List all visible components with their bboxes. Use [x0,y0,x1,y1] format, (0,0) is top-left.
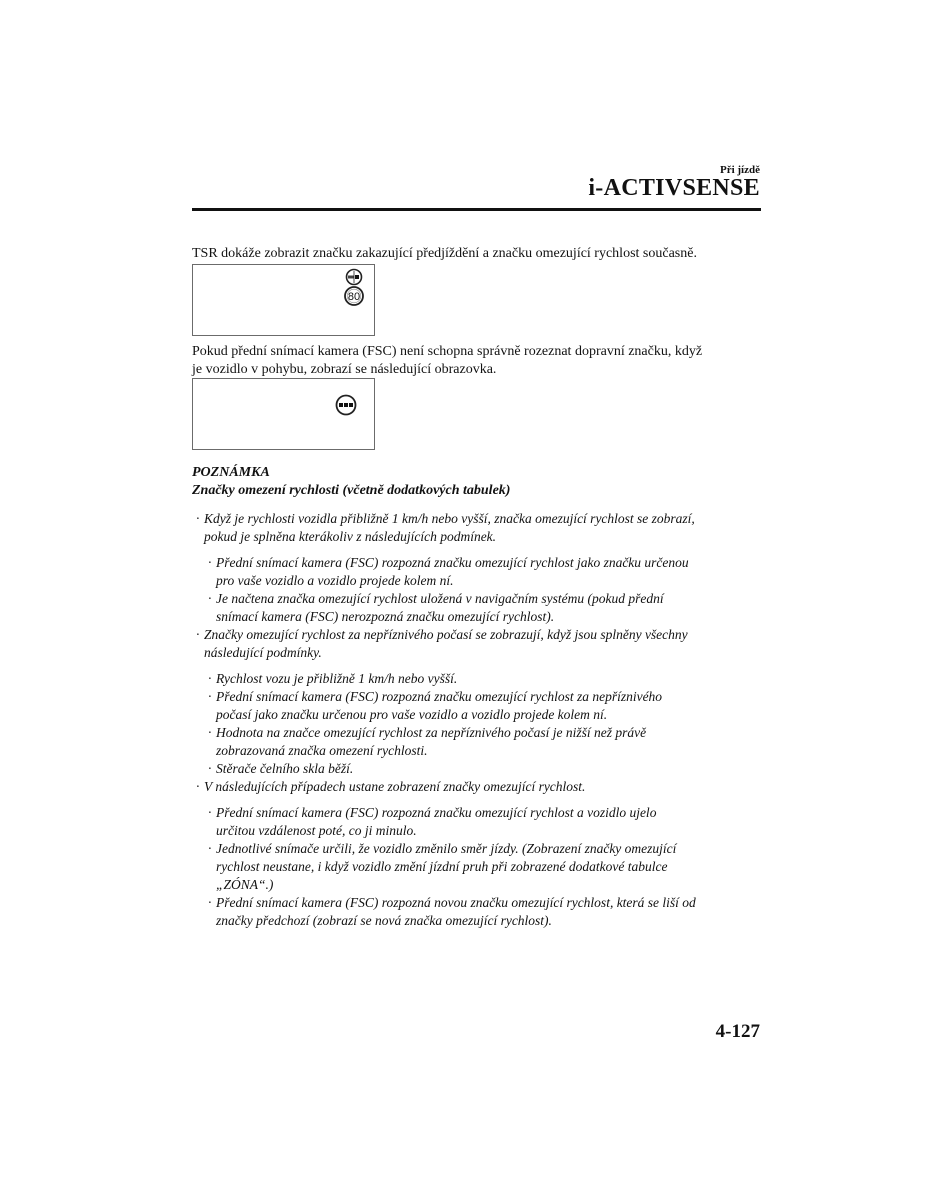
header-divider [192,208,761,211]
tsr-display-illustration [193,265,374,335]
bullet-icon: · [208,761,212,776]
bullet-icon: · [196,627,200,642]
bullet-icon: · [208,841,212,856]
note-subitem [208,804,760,840]
note-subitem [208,724,760,760]
note-line: následující podmínky. [204,645,322,660]
note-line: Hodnota na značce omezující rychlost za nepříznivého počasí je nižší než právě [216,725,647,740]
note-line: zobrazovaná značka omezení rychlosti. [216,743,428,758]
note-line: Stěrače čelního skla běží. [216,761,354,776]
bullet-icon: · [196,779,200,794]
tsr-display-example-signs [192,264,375,336]
note-line: určitou vzdálenost poté, co ji minulo. [216,823,417,838]
note-subitem [208,840,760,894]
note-item [196,510,760,546]
speed-limit-sign-icon [345,287,363,305]
note-line: snímací kamera (FSC) nerozpozná značku omezující rychlost). [216,609,555,624]
tsr-display-example-unrecognized [192,378,375,450]
speed-limit-value: 80 [347,291,361,303]
note-subitem [208,670,760,688]
no-overtaking-sign-icon [347,270,362,285]
page-number: 4-127 [715,1021,760,1042]
note-line: „ZÓNA“.) [216,877,274,892]
tsr-display-unrecognized-illustration [193,379,374,449]
note-line: pokud je splněna kterákoliv z následujících podmínek. [204,529,497,544]
note-line: Je načtena značka omezující rychlost uložená v navigačním systému (pokud přední [216,591,664,606]
note-line: počasí jako značku určenou pro vaše vozidlo a vozidlo projede kolem ní. [216,707,608,722]
note-line: Jednotlivé snímače určili, že vozidlo změnilo směr jízdy. (Zobrazení značky omezující [216,841,677,856]
note-line: rychlost neustane, i když vozidlo změní jízdní pruh při zobrazené dodatkové tabulce [216,859,668,874]
note-heading: Značky omezení rychlosti (včetně dodatkových tabulek) [192,483,511,498]
note-line: pro vaše vozidlo a vozidlo projede kolem ní. [216,573,454,588]
bullet-icon: · [208,689,212,704]
note-line: V následujících případech ustane zobrazení značky omezující rychlost. [204,779,586,794]
note-line: značky předchozí (zobrazí se nová značka omezující rychlost). [216,913,552,928]
note-label: POZNÁMKA [192,465,270,480]
note-line: Značky omezující rychlost za nepříznivého počasí se zobrazují, když jsou splněny všechny [204,627,688,642]
section-label: Při jízdě [719,164,760,176]
note-line: Přední snímací kamera (FSC) rozpozná značku omezující rychlost jako značku určenou [216,555,689,570]
bullet-icon: · [208,555,212,570]
intro-paragraph: TSR dokáže zobrazit značku zakazující předjíždění a značku omezující rychlost současně. [192,246,697,261]
note-subitem [208,760,760,778]
note-line: Když je rychlosti vozidla přibližně 1 km/h nebo vyšší, značka omezující rychlost se zobrazí, [204,511,695,526]
bullet-icon: · [208,591,212,606]
note-subitem [208,688,760,724]
unrecognized-sign-icon [337,396,356,415]
note-item [196,626,760,662]
note-subitem [208,554,760,590]
note-line: Přední snímací kamera (FSC) rozpozná novou značku omezující rychlost, která se liší od [216,895,696,910]
fsc-paragraph-line-1: Pokud přední snímací kamera (FSC) není schopna správně rozeznat dopravní značku, když [192,344,703,359]
bullet-icon: · [196,511,200,526]
bullet-icon: · [208,725,212,740]
bullet-icon: · [208,671,212,686]
bullet-icon: · [208,805,212,820]
note-item [196,778,760,796]
note-subitem [208,590,760,626]
fsc-paragraph [192,343,762,379]
note-line: Přední snímací kamera (FSC) rozpozná značku omezující rychlost a vozidlo ujelo [216,805,657,820]
note-line: Rychlost vozu je přibližně 1 km/h nebo vyšší. [216,671,458,686]
note-line: Přední snímací kamera (FSC) rozpozná značku omezující rychlost za nepříznivého [216,689,663,704]
fsc-paragraph-line-2: je vozidlo v pohybu, zobrazí se následující obrazovka. [192,362,497,377]
bullet-icon: · [208,895,212,910]
note-subitem [208,894,760,930]
chapter-title: i-ACTIVSENSE [588,175,760,201]
